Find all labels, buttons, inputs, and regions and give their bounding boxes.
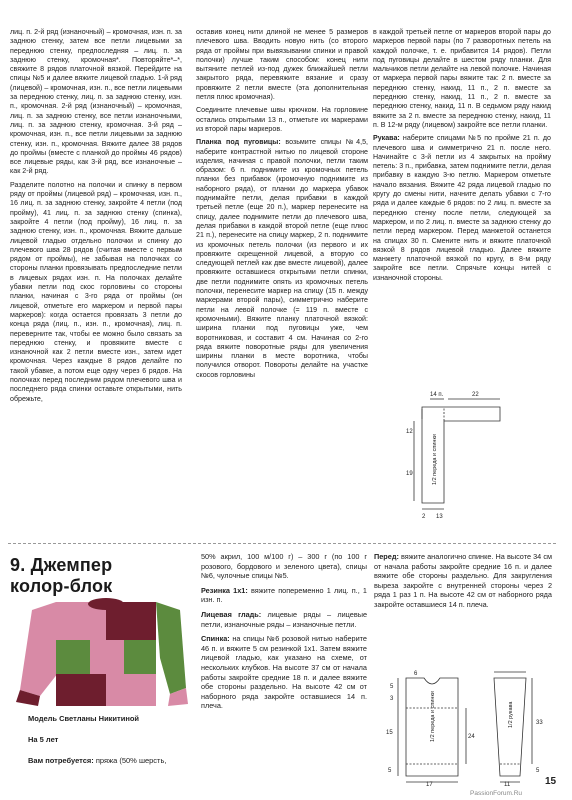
- section-heading: Перед:: [374, 552, 399, 561]
- paragraph: [196, 138, 368, 380]
- diagram-label: 6: [414, 671, 418, 677]
- diagram-label: 3: [390, 696, 394, 702]
- diagram-label: 15: [386, 730, 393, 736]
- paragraph-text: на спицы №6 розовой нитью наберите 46 п. и вяжите 5 см резинкой 1х1. Затем вяжите лицевой гладью, как указано на схеме, от нескольких клубков. На высоте 37 см от начала работы закройте средние 18 п. и далее вяжите обе стороны раздельно. На высоте 42 см от наборного ряда закройте оставшиеся 14 п. плеча.: [201, 634, 367, 711]
- paragraph-text: возьмите спицы №4,5, наберите контрастной нитью по лицевой стороне изделия, начиная с правой полочки, петли таким образом: 6 п. поднимите из кромочных петель планки без прибавок (кромочную поднимите из наборного ряда), от планки до маркера убавок поднимайте петли, делая прибавки в каждой третьей петле (еще 20 п.), маркер перенесите на спицу, далее поднимите петли до плечевого шва, делая прибавки в каждой второй петле (еще плюс 21 п.), перенесите на спицу маркер, 2 п. поднимите из кромочных петель полочки (из первого и их провяжите скрещенной лицевой, а вторую со следующей петлей как две вместе лицевой), далее провяжите оставшиеся открытыми петли спинки, две петли поднимите опять из кромочных петель полочки, перенесите маркер на спицу (15 п. между маркерами второй пары), симметрично наберите петли на левой полочке (= 119 п. вместе с кромочными). Вяжите планку платочной вязкой: ширина планки под пуговицы уже, чем воротниковая, и составит 4 см. Начиная со 2-го ряда вяжите поворотные ряды для увеличения ширины планки в месте воротника, чтобы получился отворот. Повороты делайте на участке скосов горловины: [196, 138, 368, 379]
- paragraph-text: вяжите попеременно 1 лиц. п., 1 изн. п.: [201, 585, 367, 605]
- diagram-label: 1/2 рукава: [508, 701, 514, 728]
- section-heading: Лицевая гладь:: [201, 609, 262, 619]
- instructions-column-2: [196, 28, 368, 533]
- paragraph: [374, 552, 552, 610]
- size-age: На 5 лет: [28, 735, 59, 744]
- diagram-label: 11: [504, 782, 511, 786]
- diagram-label: 24: [468, 734, 475, 740]
- instructions-column-3: [373, 28, 551, 408]
- diagram-label: 17: [426, 782, 433, 786]
- watermark: PassionForum.Ru: [470, 790, 523, 797]
- section-heading: Резинка 1х1:: [201, 585, 248, 595]
- diagram-label: 1/2 переда и спинки: [430, 691, 436, 742]
- section-heading: Планка под пуговицы:: [196, 138, 281, 147]
- instructions-column-6: [374, 552, 552, 662]
- paragraph-text: наберите спицами №5 по пройме 21 п. до плечевого шва и симметрично 21 п. после него. Начинайте с 3-й петли из 4 закрытых на пройму петель: 3 п., прибавка, затем поднимите петли, делая прибавку в каждую 3-ю петлю. Маркером отметьте начало вязания. Вяжите 42 ряда лицевой гладью по кругу до смены нити, начните делать убавки с 7-го ряда и далее каждые 6 рядов: по 2 лиц. п. вместе за переднюю стенку после петли, следующей за маркером, и по 2 лиц. п. вместе за заднюю стенку до петли перед маркером. Перед манжетой останется на спицах 30 п. Смените нить и вяжите платочной вязкой 8 рядов лицевой гладью. Далее вяжите манжету платочной вязкой по кругу, в 8-м ряду закройте все петли. Спрячьте концы нитей с изнаночной стороны.: [373, 134, 551, 282]
- paragraph: [373, 134, 551, 283]
- instructions-column-5: [201, 552, 367, 786]
- paragraph: [201, 610, 367, 629]
- pattern-title: [10, 555, 112, 597]
- pattern-title-line: 9. Джемпер: [10, 555, 113, 575]
- paragraph: Разделите полотно на полочки и спинку в первом ряду от проймы (лицевой ряд) – кромочная, изн. п., 16 лиц. п. за заднюю стенку, закройте 4 петли (под пройму), 41 лиц. п. за заднюю стенку (спинка), закройте 4 петли (под пройму), 16 лиц. п. за заднюю стенку, изн. п., кромочная. Вяжите дальше лицевой гладью отдельно полочки и спинку до плечевого шва 28 рядов (считая вместе с первым рядом от проймы), не забывая на полочках со стороны планки провязывать предпоследние петли в лицевых рядах изн. п. На полочках делайте убавки петли под скос горловины со стороны планки, начиная с 3-го ряда от проймы (он лицевой, отметьте его маркером и первой пары маркеров): когда остается провязать 3 петли до конца ряда (лиц. п., изн. п., кромочная), лиц. п. переверните так, чтобы ее можно было связать за переднюю стенку, и провяжите вместе с изнаночной как 2 петли вместе изн., затем идет кромочная. Через каждые 8 рядов делайте по такой убавке, а потом еще одну через 6 рядов. На полочках перед последним рядом плечевого шва и последнего ряда спинки оставьте открытыми, нить обрежьте,: [10, 180, 182, 403]
- section-heading: Рукава:: [373, 134, 400, 143]
- diagram-label: 33: [536, 720, 543, 726]
- diagram-label: 2: [422, 514, 426, 520]
- paragraph: [201, 634, 367, 711]
- page-number: 15: [545, 776, 557, 787]
- section-heading: Спинка:: [201, 634, 230, 644]
- paragraph: в каждой третьей петле от маркеров второй пары до маркеров первой пары (по 7 разворотных петель на каждой полочке, т. е. прибавится 14 рядов). Петли под пуговицы делайте в шестом ряду планки. Для мальчиков петли делайте на левой полочке. Начиная от маркера первой пары вяжите так: 2 п. вместе за переднюю стенку, накид, 11 п., 2 п. вместе за переднюю стенку, накид, 11 п., 2 п. вместе за переднюю стенку, накид, 11 п. В седьмом ряду накид вяжите за 2 п. вместе за переднюю стенку, накид, 11 п. В 12-м ряду (лицевом) закройте все петли планки.: [373, 28, 551, 129]
- section-separator: [8, 543, 556, 544]
- paragraph: оставив конец нити длиной не менее 5 размеров плечевого шва. Вводить новую нить (со второго ряда от проймы при вывязывании спинки и правой полочки) лучше таким способом: конец нити вытяните петлей из-под дужек ближайшей петли закрытого ряда, перевяжите вязание и сразу провяжите 2 петли вместе (эта дополнительная петля плюс кромочная).: [196, 28, 368, 102]
- materials-text: пряжа (50% шерсть,: [93, 756, 167, 765]
- diagram-label: 22: [472, 392, 479, 398]
- sleeve-schematic-diagram: [392, 385, 552, 525]
- materials-intro: [28, 756, 190, 766]
- diagram-label: 12: [406, 429, 413, 435]
- paragraph-text: вяжите аналогично спинке. На высоте 34 см от начала работы закройте средние 16 п. и далее вяжите обе стороны раздельно. Для закругления выреза закройте с внутренней стороны через 2 ряда 1 раз 1 п. На высоте 42 см от наборного ряда закройте оставшиеся 14 п. плеча.: [374, 552, 552, 609]
- paragraph: [201, 586, 367, 605]
- diagram-label: 5: [390, 684, 394, 690]
- paragraph: лиц. п. 2-й ряд (изнаночный) – кромочная, изн. п. за заднюю стенку, затем все петли лицевыми за переднюю стенку, предпоследняя – лиц. п. за заднюю стенку, кромочная*. Повторяйте*–*, свяжите 8 рядов платочной вязкой. Перейдите на спицы №5 и далее вяжите лицевой гладью. 1-й ряд (лицевой) – кромочная, изн. п., все петли лицевыми за переднюю стенку, лиц. п. за заднюю стенку, изн. п., кромочная. 2-й ряд (изнаночный) – кромочная, лиц. п. за заднюю стенку, все петли изнаночными, лиц. п. за заднюю стенку, кромочная. 3-й ряд – кромочная, изн. п., все петли лицевыми за заднюю стенку, изн. п., кромочная. Вяжите далее 38 рядов до проймы (вместе с планкой до проймы 46 рядов) все лицевые ряды, как 3-й ряд, все изнаночные – как 2-й ряд.: [10, 28, 182, 176]
- body-sleeve-schematic-diagram: [376, 668, 556, 786]
- diagram-label: 5: [536, 768, 540, 774]
- diagram-label: 14 п.: [430, 392, 444, 398]
- paragraph: Соедините плечевые швы крючком. На горловине остались открытыми 13 п., отметьте их маркерами из второй пары маркеров.: [196, 106, 368, 133]
- pattern-title-line: колор-блок: [10, 576, 113, 596]
- sweater-photo: [10, 598, 190, 710]
- diagram-label: 1/2 переда и спинки: [432, 434, 438, 485]
- paragraph-text: лицевые ряды – лицевые петли, изнаночные ряды – изнаночные петли.: [201, 609, 367, 629]
- instructions-column-1: [10, 28, 182, 533]
- materials-label: Вам потребуется:: [28, 756, 94, 765]
- diagram-label: 19: [406, 471, 413, 477]
- diagram-label: 13: [436, 514, 443, 520]
- diagram-label: 5: [388, 768, 392, 774]
- paragraph: 50% акрил, 100 м/100 г) – 300 г (по 100 г розового, бордового и зеленого цвета), спицы №6, чулочные спицы №5.: [201, 552, 367, 581]
- model-author: Модель Светланы Никитиной: [28, 714, 140, 723]
